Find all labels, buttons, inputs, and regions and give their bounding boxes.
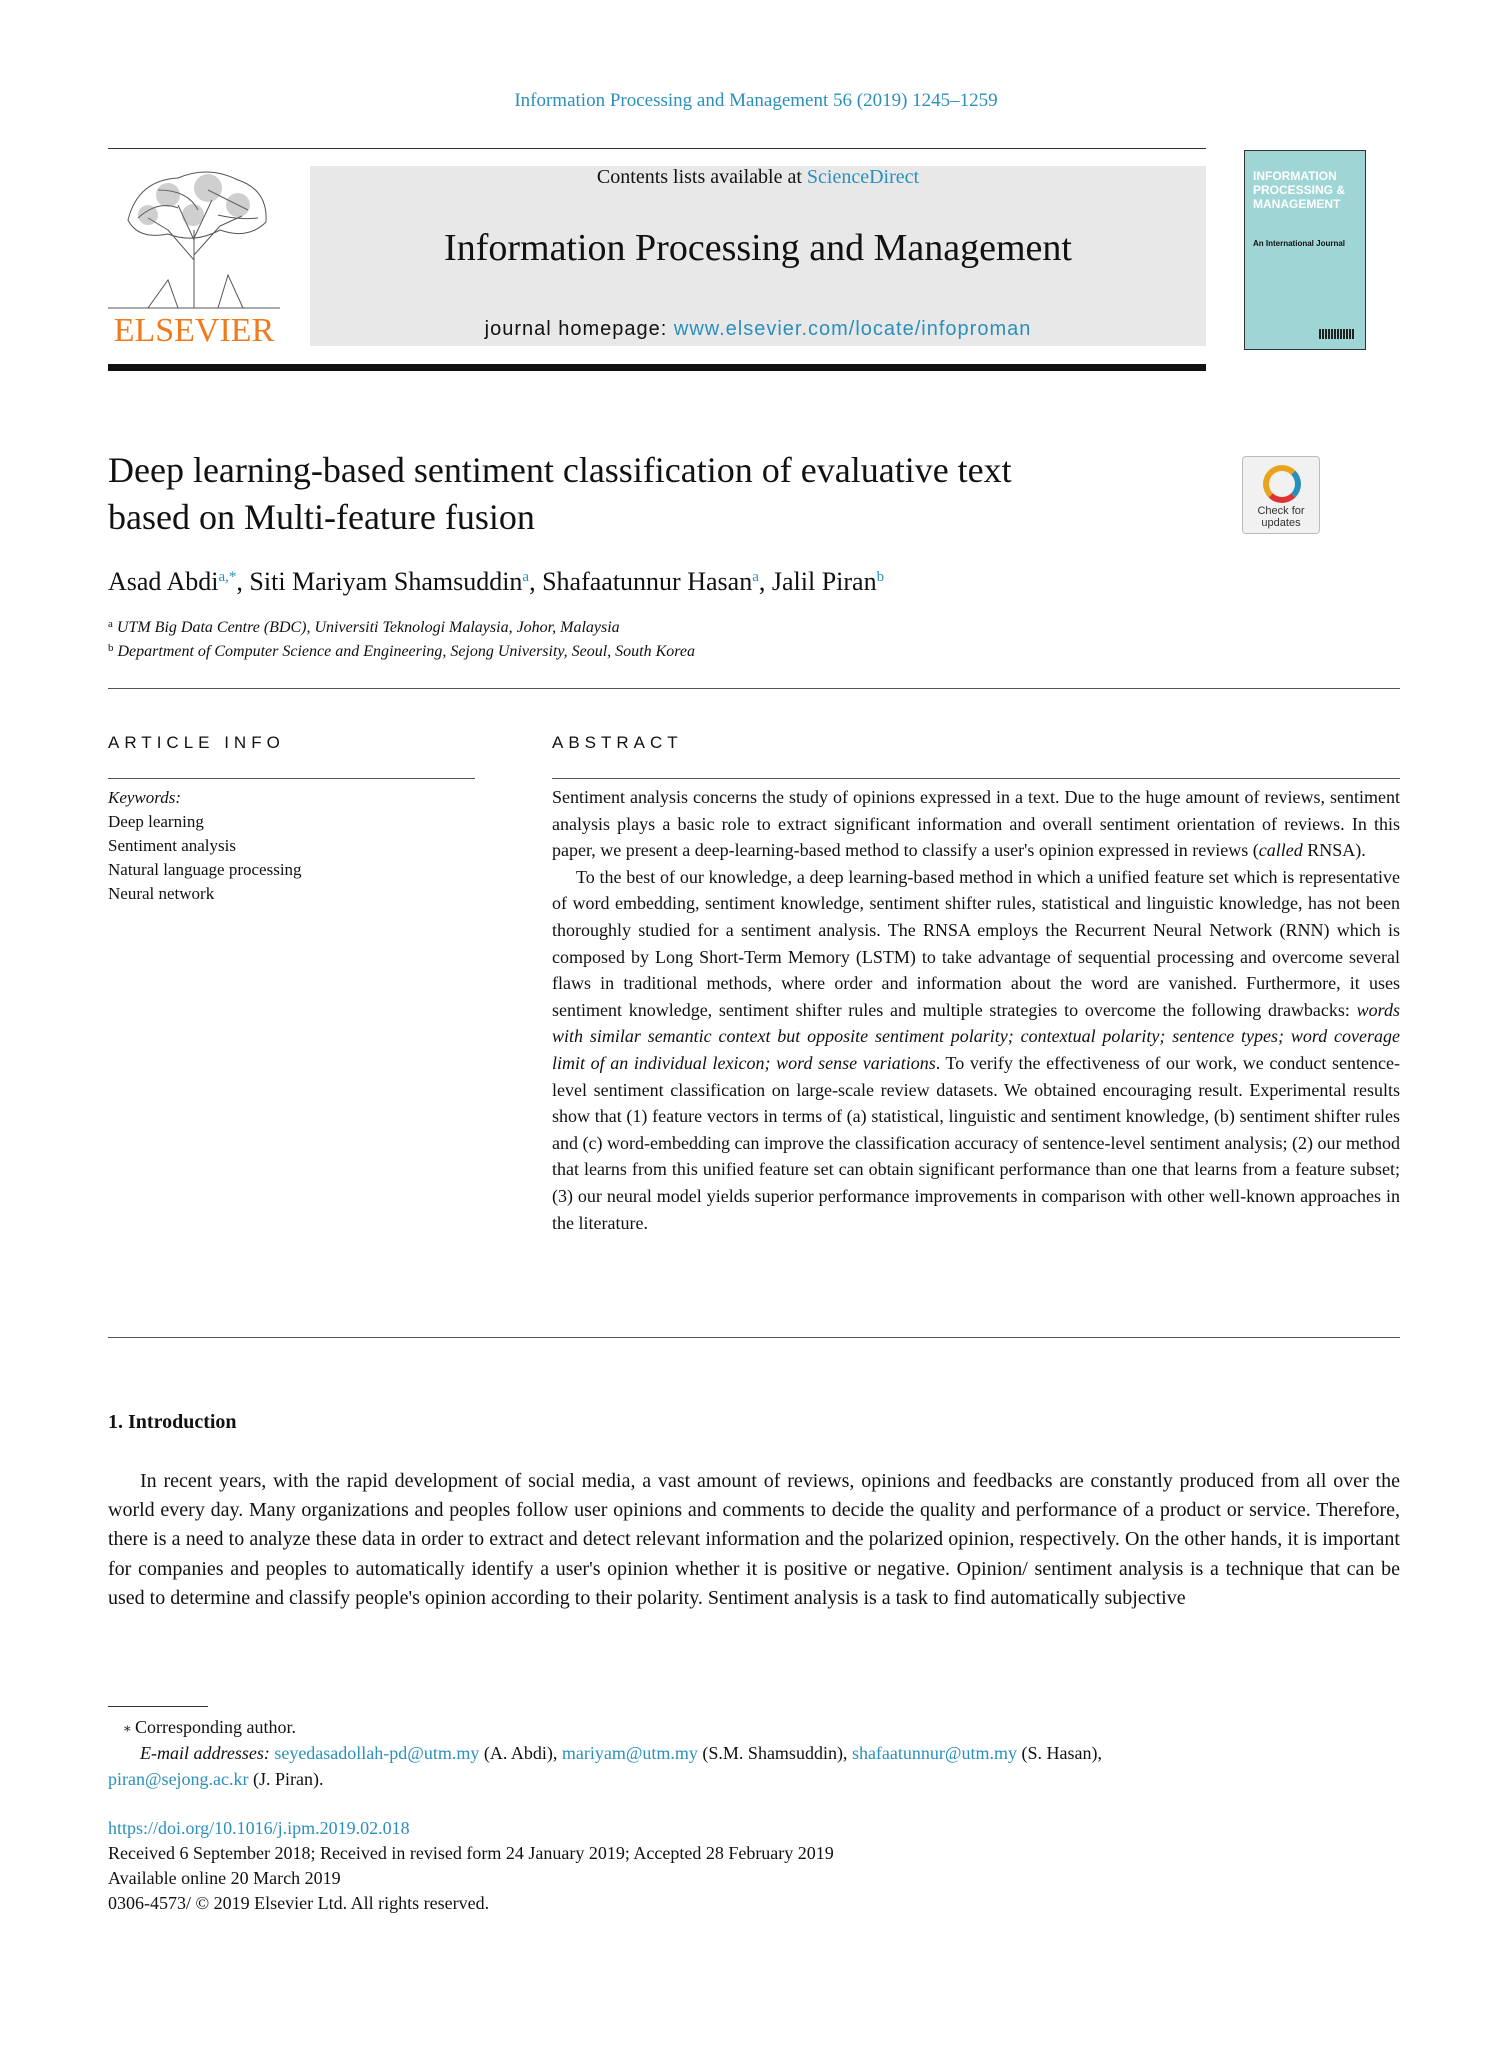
affiliation-mark: b	[108, 642, 114, 654]
footnote-divider	[108, 1706, 208, 1707]
affiliation-divider	[108, 688, 1400, 689]
author-name[interactable]: Siti Mariyam Shamsuddin	[249, 567, 523, 596]
abstract-paragraph-2	[552, 864, 1400, 1236]
check-updates-icon	[1263, 465, 1301, 503]
author-list: Asad Abdi$^{a,*}$, Siti Mariyam Shamsuddin$^a$, Shafaatunnur Hasan$^a$, Jalil Piran$^b$	[108, 567, 885, 596]
abstract-text: To the best of our knowledge, a deep learning-based method in which a unified feature set which is representative of word embedding, sentiment knowledge, sentiment shifter rules, statistical and linguistic knowledge, has not been thoroughly studied for a sentiment analysis. The RNSA employs the Recurrent Neural Network (RNN) which is composed by Long Short-Term Memory (LSTM) to take advantage of sequential processing and overcome several flaws in traditional methods, where order and information about the word are vanished. Furthermore, it uses sentiment knowledge, sentiment shifter rules and multiple strategies to overcome the following drawbacks:	[552, 866, 1400, 1020]
abstract-divider	[552, 778, 1400, 779]
article-info-heading: ARTICLE INFO	[108, 733, 285, 752]
author-name[interactable]: Asad Abdi	[108, 567, 219, 596]
affiliation-text: UTM Big Data Centre (BDC), Universiti Teknologi Malaysia, Johor, Malaysia	[116, 619, 620, 636]
corresponding-mark: ⁎	[124, 1719, 131, 1734]
keywords-label: Keywords:	[108, 788, 182, 807]
email-line-2	[108, 1766, 324, 1792]
journal-reference-link[interactable]: Information Processing and Management 56 (2019) 1245–1259	[514, 90, 998, 111]
keyword-item: Sentiment analysis	[108, 836, 236, 855]
email-owner: (S.M. Shamsuddin),	[697, 1743, 852, 1763]
contents-line	[310, 166, 1206, 189]
doi-link[interactable]: https://doi.org/10.1016/j.ipm.2019.02.018	[108, 1818, 410, 1838]
journal-banner	[310, 166, 1206, 346]
section-heading-introduction: 1. Introduction	[108, 1411, 237, 1433]
cover-title: INFORMATION PROCESSING & MANAGEMENT	[1253, 169, 1346, 211]
tree-emblem-icon	[108, 160, 280, 310]
barcode-icon	[1319, 329, 1355, 339]
journal-title: Information Processing and Management	[444, 227, 1072, 269]
email-line-1	[140, 1740, 1102, 1766]
abstract-text: RNSA).	[1302, 840, 1366, 861]
received-dates: Received 6 September 2018; Received in revised form 24 January 2019; Accepted 28 February 2019	[108, 1843, 834, 1863]
check-updates-label: Check for updates	[1257, 505, 1305, 529]
header-thick-divider	[108, 364, 1206, 371]
publisher-logo-text: ELSEVIER	[113, 312, 275, 349]
corresponding-author-note	[124, 1714, 296, 1740]
email-owner: (J. Piran).	[248, 1769, 324, 1789]
abstract-heading: ABSTRACT	[552, 733, 683, 752]
abstract-text: Sentiment analysis concerns the study of opinions expressed in a text. Due to the huge amount of reviews, sentiment analysis plays a basic role to extract significant information and overall sentiment orientation of reviews. In this paper, we present a deep-learning-based method to classify a user's opinion expressed in reviews (	[552, 787, 1400, 861]
abstract-body	[552, 784, 1400, 1236]
affiliation-text: Department of Computer Science and Engineering, Sejong University, Seoul, South Korea	[117, 643, 696, 660]
email-owner: (A. Abdi),	[479, 1743, 562, 1763]
article-title-line-1: Deep learning-based sentiment classification of evaluative text	[108, 450, 1012, 490]
keyword-item: Neural network	[108, 884, 215, 903]
affiliation-b	[108, 642, 695, 661]
introduction-paragraph: In recent years, with the rapid development of social media, a vast amount of reviews, opinions and feedbacks are constantly produced from all over the world every day. Many organizations and peoples follow user opinions and comments to decide the quality and performance of a product or service. Therefore, there is a need to analyze these data in order to extract and detect relevant information and the polarized opinion, respectively. On the other hands, it is important for companies and peoples to automatically identify a user's opinion whether it is positive or negative. Opinion/ sentiment analysis is a technique that can be used to determine and classify people's opinion according to their polarity. Sentiment analysis is a task to find automatically subjective	[108, 1470, 1400, 1609]
abstract-emphasis: called	[1258, 840, 1303, 861]
keyword-item: Natural language processing	[108, 860, 302, 879]
abstract-paragraph-1	[552, 784, 1400, 864]
article-info-divider	[108, 778, 475, 779]
email-link[interactable]: piran@sejong.ac.kr	[108, 1769, 249, 1789]
top-divider	[108, 148, 1206, 149]
copyright-notice: 0306-4573/ © 2019 Elsevier Ltd. All rights reserved.	[108, 1893, 490, 1913]
author-affiliation-mark[interactable]: a	[522, 569, 530, 585]
author-affiliation-mark[interactable]: a,*	[218, 569, 237, 585]
author-affiliation-mark[interactable]: b	[876, 569, 885, 585]
homepage-link[interactable]: www.elsevier.com/locate/infoproman	[673, 318, 1032, 340]
email-owner: (S. Hasan),	[1016, 1743, 1102, 1763]
email-link[interactable]: shafaatunnur@utm.my	[851, 1743, 1017, 1763]
cover-subtitle: An International Journal	[1253, 239, 1346, 248]
check-for-updates-button[interactable]	[1242, 456, 1320, 534]
keyword-item: Deep learning	[108, 812, 204, 831]
journal-homepage	[310, 318, 1206, 341]
author-name[interactable]: Jalil Piran	[771, 567, 877, 596]
abstract-text: . To verify the effectiveness of our work, we conduct sentence-level sentiment classification on large-scale review datasets. We obtained encouraging result. Experimental results show that (1) feature vectors in terms of (a) statistical, linguistic and sentiment knowledge, (b) sentiment shifter rules and (c) word-embedding can improve the classification accuracy of sentence-level sentiment analysis; (2) our method that learns from this unified feature set can obtain significant performance than one that learns from a feature subset; (3) our neural model yields superior performance improvements in comparison with other well-known approaches in the literature.	[552, 1052, 1400, 1233]
article-title-line-2: based on Multi-feature fusion	[108, 497, 535, 537]
affiliation-mark: a	[108, 618, 113, 630]
article-title	[108, 447, 1208, 541]
email-link[interactable]: seyedasadollah-pd@utm.my	[274, 1743, 480, 1763]
corresponding-text: Corresponding author.	[135, 1717, 296, 1737]
available-online: Available online 20 March 2019	[108, 1868, 341, 1888]
abstract-end-divider	[108, 1337, 1400, 1338]
sciencedirect-link[interactable]: ScienceDirect	[806, 166, 920, 188]
abstract-emphasis: words with similar semantic context but opposite sentiment polarity; contextual polarity; sentence types; word coverage limit of an individual lexicon; word sense variations	[552, 999, 1400, 1073]
homepage-prefix: journal homepage:	[484, 318, 674, 340]
author-affiliation-mark[interactable]: a	[752, 569, 759, 585]
email-link[interactable]: mariyam@utm.my	[561, 1743, 698, 1763]
journal-cover-thumbnail[interactable]	[1244, 150, 1366, 350]
contents-prefix: Contents lists available at	[596, 166, 807, 188]
elsevier-logo[interactable]	[108, 160, 280, 350]
author-name[interactable]: Shafaatunnur Hasan	[542, 567, 753, 596]
affiliation-a	[108, 618, 620, 637]
keywords-block	[108, 786, 302, 906]
email-label: E-mail addresses:	[140, 1743, 270, 1763]
